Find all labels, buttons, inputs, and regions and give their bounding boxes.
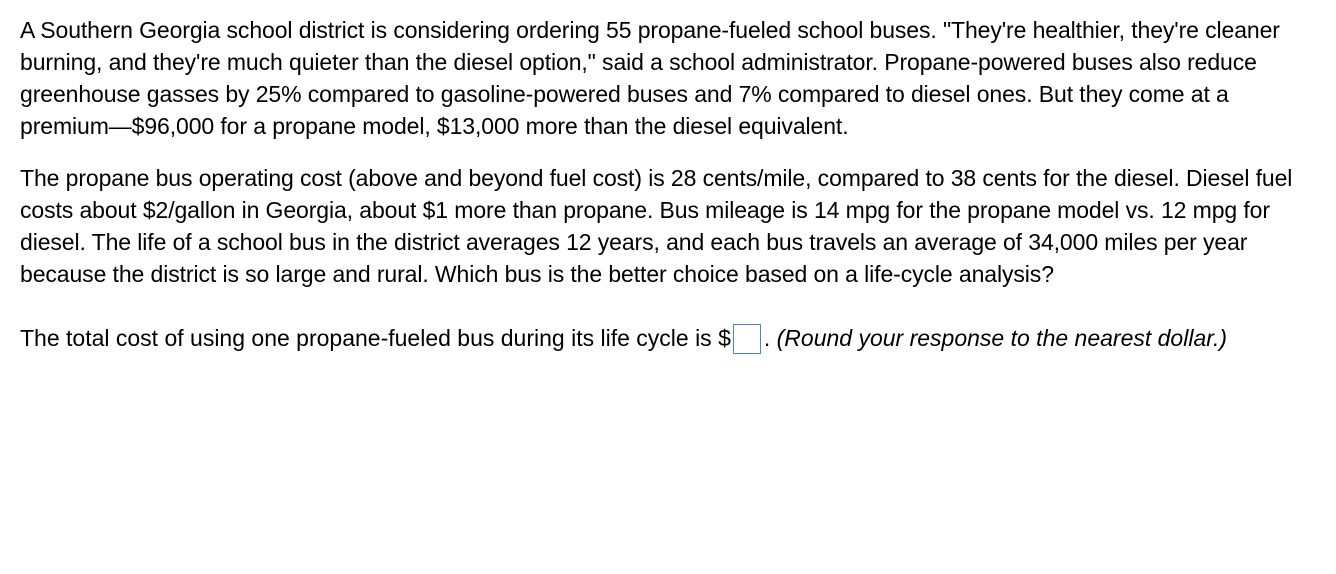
- answer-prefix: The total cost of using one propane-fueled bus during its life cycle is $: [20, 325, 731, 351]
- answer-suffix-punct: .: [763, 325, 771, 351]
- answer-input[interactable]: [733, 324, 761, 354]
- question-panel: [20, 14, 1320, 356]
- answer-line: [20, 320, 1320, 356]
- rounding-note: (Round your response to the nearest dollar.): [776, 325, 1228, 351]
- question-paragraph-2: The propane bus operating cost (above and beyond fuel cost) is 28 cents/mile, compared to 38 cents for the diesel. Diesel fuel costs about $2/gallon in Georgia, about $1 more than propane. Bus mileage is 14 mpg for the propane model vs. 12 mpg for diesel. The life of a school bus in the district averages 12 years, and each bus travels an average of 34,000 miles per year because the district is so large and rural. Which bus is the better choice based on a life-cycle analysis?: [20, 165, 1293, 287]
- question-paragraph-1: A Southern Georgia school district is considering ordering 55 propane-fueled school buses. "They're healthier, they're cleaner burning, and they're much quieter than the diesel option," said a school administrator. Propane-powered buses also reduce greenhouse gasses by 25% compared to gasoline-powered buses and 7% compared to diesel ones. But they come at a premium—$96,000 for a propane model, $13,000 more than the diesel equivalent.: [20, 17, 1280, 139]
